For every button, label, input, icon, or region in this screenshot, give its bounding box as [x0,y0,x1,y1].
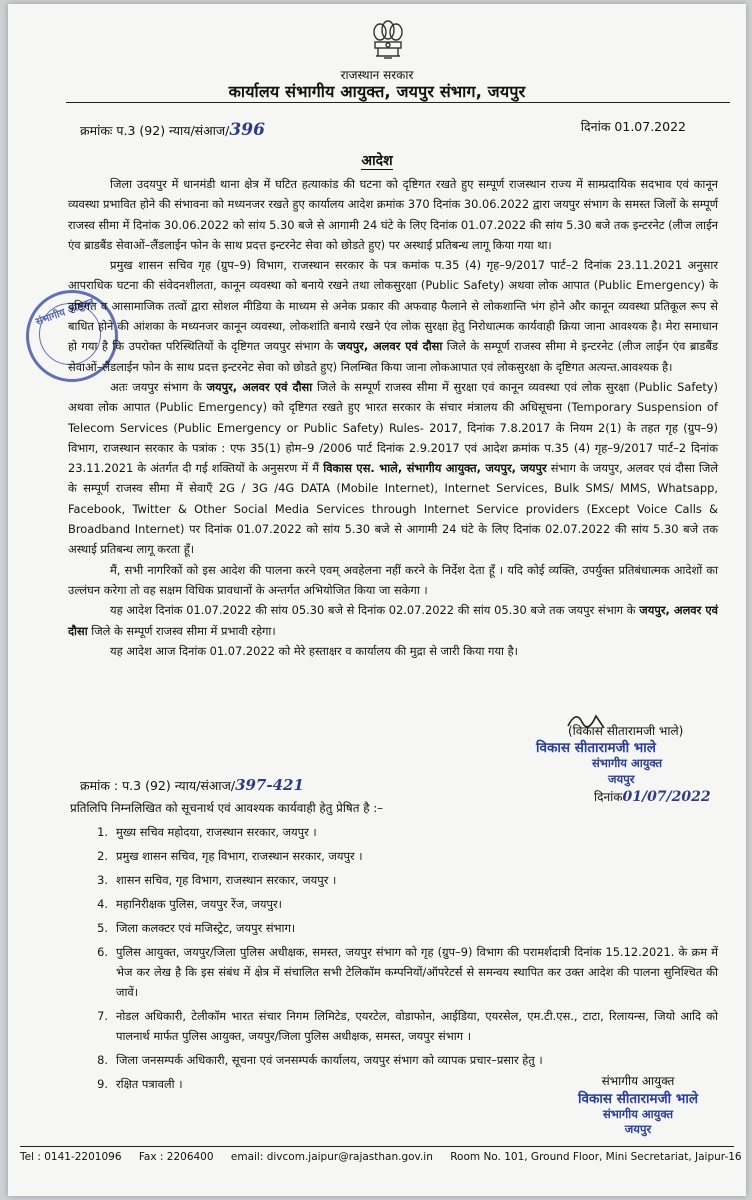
list-item: 3. शासन सचिव, गृह विभाग, राजस्थान सरकार, जयपुर । [97,873,337,887]
order-paragraph-5: यह आदेश दिनांक 01.07.2022 की सांय 05.30 बजे से दिनांक 02.07.2022 की सांय 05.30 बजे तक जयपुर संभाग के जयपुर, अलवर एवं दौसा जिले के सम्पूर्ण राजस्व सीमा में प्रभावी रहेगा। [68,603,718,638]
list-item: 1. मुख्य सचिव महोदया, राजस्थान सरकार, जयपुर । [97,825,317,839]
footer-contact [20,1151,752,1163]
order-paragraph-2: प्रमुख शासन सचिव गृह (ग्रुप–9) विभाग, राजस्थान सरकार के पत्र कमांक प.35 (4) गृह–9/2017 पार्ट–2 दिनांक 23.11.2021 अनुसार आपराधिक घटना की संवेदनशीलता, कानून व्यवस्था को बनाये रखने तथा लोकसुरक्षा (Public Safety) अथवा लोक आपात (Public Emergency) के दृष्टिगत व आसामाजिक तत्वों द्वारा सोशल मीडिया के माध्यम से अनेक प्रकार की अफवाह फैलाने से लोकशान्ति भंग होने और कानून व्यवस्था प्रतिकूल रूप से बाधित होने की आंशका के मध्यनजर कानून व्यवस्था, लोकशांति बनाये रखने एंव लोक सुरक्षा हेतु निरोधात्मक कार्यवाही क्रिया जाना आवश्यक है। मेरा समाधान हो गया है कि उपरोक्त परिस्थितियों के दृष्टिगत जयपुर संभाग के जयपुर, अलवर एवं दौसा जिले के सम्पूर्ण राजस्व सीमा मे इन्टरनेट (लीज लाईन एंव ब्राडबैंड सेवाओं–लैंडलाईन फोन के साथ प्रदत्त इन्टरनेट सेवा को छोडते हुए) निलम्बित किया जाना लोकआपात एवं लोकसुरक्षा के दृष्टिगत अत्यन्त.आवश्यक है। [68,258,718,374]
signatory2-designation: संभागीय आयुक्त [601,1074,675,1088]
footer-divider [20,1146,734,1147]
national-emblem-icon [368,18,408,64]
list-item: 8. जिला जनसम्पर्क अधिकारी, सूचना एवं जनसम्पर्क कार्यालय, जयपुर संभाग को व्यापक प्रचार–प्रसार हेतु । [97,1053,543,1067]
list-item: 5. जिला कलक्टर एवं मजिस्ट्रेट, जयपुर संभाग। [97,921,296,935]
government-name: राजस्थान सरकार [340,68,414,82]
seal-label: संभागीय आयुक्त [34,296,96,329]
office-title: कार्यालय संभागीय आयुक्त, जयपुर संभाग, जयपुर [228,82,526,101]
list-item: 6. पुलिस आयुक्त, जयपुर/जिला पुलिस अधीक्षक, समस्त, जयपुर संभाग को गृह (ग्रुप–9) विभाग की परामर्शदात्री दिनांक 15.12.2021. के क्रम में भेज कर लेख है कि इस संबंध में क्षेत्र में संचालित सभी टेलिकॉम कम्पनियों/ऑपरेटर्स से समन्वय स्थापित कर उक्त आदेश की पालना सुनिश्चित की जावें। [97,945,718,999]
ref-prefix: क्रमांकः प.3 (92) न्याय/संआज/ [80,123,230,138]
order-paragraph-6: यह आदेश आज दिनांक 01.07.2022 को मेरे हस्ताक्षर व कार्यालय की मुद्रा से जारी किया गया है। [110,643,518,658]
document-page [8,4,746,1196]
copy-reference: क्रमांक : प.3 (92) न्याय/संआज/397-421 [80,776,304,794]
list-item: 4. महानिरीक्षक पुलिस, जयपुर रेंज, जयपुर। [97,897,282,911]
footer-fax: Fax : 2206400 [138,1151,214,1163]
list-item: 2. प्रमुख शासन सचिव, गृह विभाग, राजस्थान सरकार, जयपुर । [97,849,363,863]
list-item: 7. नोडल अधिकारी, टेलीकॉम भारत संचार निगम लिमिटेड, एयरटेल, वोडाफोन, आईडिया, एयरसेल, एम.टी.एस., टाटा, रिलायन्स, जियो आदि को पालनार्थ मार्फत पुलिस आयुक्त, जयपुर/जिला पुलिस अधीक्षक, समस्त, जयपुर संभाग । [97,1009,718,1043]
order-paragraph-3: अतः जयपुर संभाग के जयपुर, अलवर एवं दौसा जिले के सम्पूर्ण राजस्व सीमा में सुरक्षा एवं कानून व्यवस्था एवं लोक सुरक्षा (Public Safety) अथवा लोक आपात (Public Emergency) को दृष्टिगत रखते हुए भारत सरकार के संचार मंत्रालय की अधिसूचना (Temporary Suspension of Telecom Services (Public Emergency or Public Safety) Rules- 2017, दिनांक 7.8.2017 के नियम 2(1) के तहत गृह (ग्रुप–9) विभाग, राजस्थान सरकार के पत्रांक : एफ 35(1) होम–9 /2006 पार्ट दिनांक 2.9.2017 एवं आदेश क्रमांक प.35 (4) गृह–9/2017 पार्ट–2 दिनांक 23.11.2021 के अंतर्गत दी गई शक्तियों के अनुसरण में मैं विकास एस. भाले, संभागीय आयुक्त, जयपुर, जयपुर संभाग के जयपुर, अलवर एवं दौसा जिले के सम्पूर्ण राजस्व सीमा में सेवाएँ 2G / 3G /4G DATA (Mobile Internet), Internet Services, Bulk SMS/ MMS, Whatsapp, Facebook, Twitter & Other Social Media Services through Internet Service providers (Except Voice Calls & Broadband Internet) पर दिनांक 01.07.2022 को सांय 5.30 बजे से आगामी 24 घंटे के लिए दिनांक 02.07.2022 की सांय 5.30 बजे तक अस्थाई प्रतिबन्ध लागू करता हूँ। [68,379,719,557]
signatory-city: जयपुर [608,772,635,786]
signatory-designation: संभागीय आयुक्त [592,756,663,770]
footer-address: Room No. 101, Ground Floor, Mini Secretariat, Jaipur-16 [450,1151,742,1163]
signatory-name: (विकास सीतारामजी भाले) [568,724,684,738]
order-paragraph-4: मैं, सभी नागरिकों को इस आदेश की पालना करने एवम् अवहेलना नहीं करने के निर्देश देता हूँ । यदि कोई व्यक्ति, उपर्युक्त प्रतिबंधात्मक आदेशों का उल्लंघन करेगा तो वह सक्षम विधिक प्रावधानों के अन्तर्गत अभियोजित किया जा सकेगा । [68,562,718,597]
signatory2-stamp-name: विकास सीतारामजी भाले [578,1091,698,1107]
order-title: आदेश [361,153,393,169]
ref-number-handwritten: 396 [229,120,265,140]
footer-tel: Tel : 0141-2201096 [20,1151,122,1163]
order-reference [80,120,265,140]
signatory2-city: जयपुर [624,1122,652,1136]
signature-date: दिनांक01/07/2022 [594,789,711,805]
order-paragraph-1: जिला उदयपुर में धानमंडी थाना क्षेत्र में घटित हत्याकांड की घटना को दृष्टिगत रखते हुए सम्पूर्ण राजस्थान राज्य में साम्प्रदायिक सदभाव एवं कानून व्यवस्था प्रभावित होने की संभावना को मध्यनजर रखते हुए कार्यालय आदेश क्रमांक 370 दिनांक 30.06.2022 द्वारा जयपुर संभाग के समस्त जिलों के सम्पूर्ण राजस्व सीमा में दिनांक 30.06.2022 को सांय 5.30 बजे से आगामी 24 घंटे के लिए दिनांक 01.07.2022 की सांय 5.30 बजे तक इन्टरनेट (लीज लाईन एंव ब्राडबैंड सेवाओं–लैंडलाईन फोन के साथ प्रदत्त इन्टरनेट सेवा को छोडते हुए) पर अस्थाई प्रतिबन्ध लागू किया गया था। [68,177,718,252]
signature-block-2 [548,1072,728,1137]
order-body [68,174,718,661]
footer-email: email: divcom.jaipur@rajasthan.gov.in [230,1151,433,1163]
header-divider [66,102,730,103]
signatory2-stamp-designation: संभागीय आयुक्त [602,1107,674,1121]
copy-heading: प्रतिलिपि निम्नलिखित को सूचनार्थ एवं आवश्यक कार्यवाही हेतु प्रेषित है :– [70,801,384,815]
order-date: दिनांक 01.07.2022 [580,119,686,134]
copy-list [86,822,718,1098]
signatory-stamp-name: विकास सीतारामजी भाले [536,740,656,756]
list-item: 9. रक्षित पत्रावली । [97,1077,183,1091]
copy-ref-handwritten: 397-421 [235,776,304,794]
